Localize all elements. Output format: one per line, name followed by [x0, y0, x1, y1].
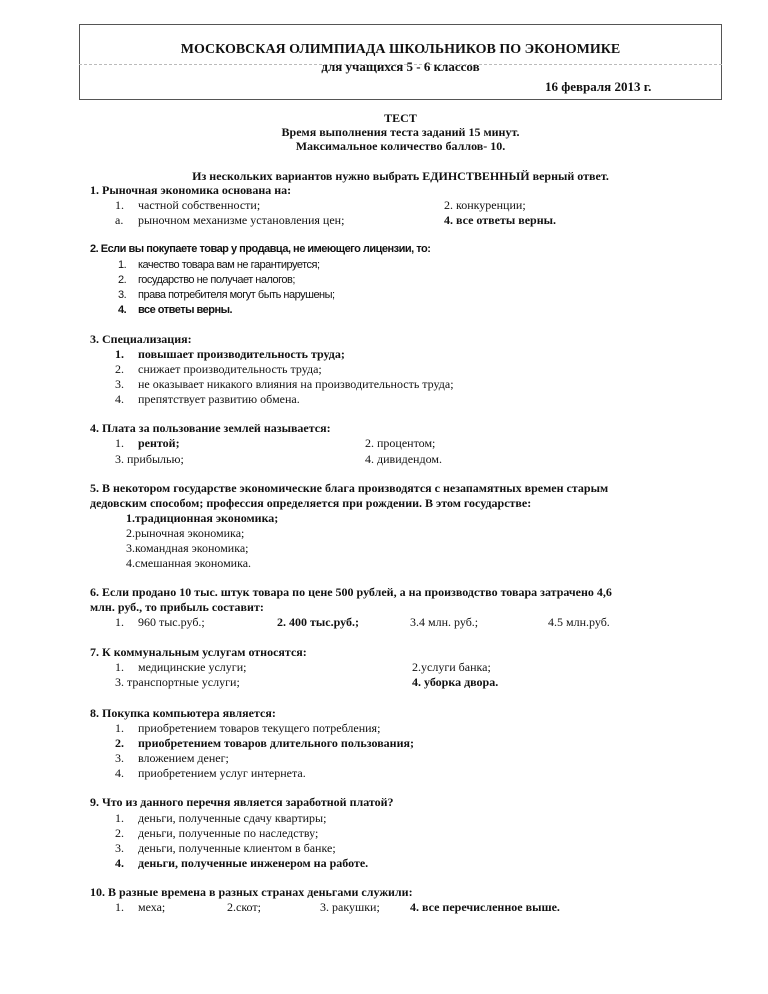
q9-a4-number: 4. — [115, 856, 124, 870]
q10-a2: 2.скот; — [227, 900, 261, 914]
q4-a3: 3. прибылью; — [115, 452, 184, 466]
header-frame-top — [79, 24, 721, 25]
q6-a3: 3.4 млн. руб.; — [410, 615, 479, 629]
q6-a4: 4.5 млн.руб. — [548, 615, 610, 629]
q3-a4: препятствует развитию обмена. — [138, 392, 300, 406]
q6-a1-number: 1. — [115, 615, 124, 629]
q9-a3: деньги, полученные клиентом в банке; — [138, 841, 336, 855]
q2-a2-number: 2. — [118, 274, 127, 286]
q9-a3-number: 3. — [115, 841, 124, 855]
q7-a2: 2.услуги банка; — [412, 660, 491, 674]
time-limit: Время выполнения теста заданий 15 минут. — [281, 125, 520, 139]
q3-a1-number: 1. — [115, 347, 124, 361]
q6-a2: 2. 400 тыс.руб.; — [277, 615, 359, 629]
q8-a4: приобретением услуг интернета. — [138, 766, 306, 780]
q8-a1-number: 1. — [115, 721, 124, 735]
instruction: Из нескольких вариантов нужно выбрать ЕДИНСТВЕННЫЙ верный ответ. — [192, 169, 609, 183]
q8-a2-number: 2. — [115, 736, 124, 750]
q8-a2: приобретением товаров длительного пользования; — [138, 736, 414, 750]
q1-question: 1. Рыночная экономика основана на: — [90, 183, 292, 197]
document-date: 16 февраля 2013 г. — [545, 79, 652, 94]
q7-a4: 4. уборка двора. — [412, 675, 499, 689]
max-points: Максимальное количество баллов- 10. — [295, 139, 506, 153]
q5-question-line1: 5. В некотором государстве экономические блага производятся с незапамятных времен старым — [90, 481, 609, 495]
q9-question: 9. Что из данного перечня является заработной платой? — [90, 795, 394, 809]
q5-a4: 4.смешанная экономика. — [126, 556, 252, 570]
q10-a4: 4. все перечисленное выше. — [410, 900, 560, 914]
q8-a3: вложением денег; — [138, 751, 229, 765]
q10-a1-number: 1. — [115, 900, 124, 914]
q1-a2: рыночном механизме установления цен; — [138, 213, 345, 227]
q4-a1-number: 1. — [115, 436, 124, 450]
q4-a1: рентой; — [138, 436, 180, 450]
q2-a1-number: 1. — [118, 259, 127, 271]
q3-a2: снижает производительность труда; — [138, 362, 322, 376]
q3-a3: не оказывает никакого влияния на производительность труда; — [138, 377, 454, 391]
q4-a4: 4. дивидендом. — [365, 452, 442, 466]
q5-question-line2: дедовским способом; профессия определяется при рождении. В этом государстве: — [90, 496, 532, 510]
q2-question: 2. Если вы покупаете товар у продавца, не имеющего лицензии, то: — [90, 243, 431, 255]
header-frame-bottom — [79, 99, 722, 100]
q10-a1: меха; — [138, 900, 166, 914]
q8-question: 8. Покупка компьютера является: — [90, 706, 276, 720]
q9-a2: деньги, полученные по наследству; — [138, 826, 319, 840]
q2-a4: все ответы верны. — [138, 304, 233, 316]
q10-question: 10. В разные времена в разных странах деньгами служили: — [90, 885, 413, 899]
q2-a2: государство не получает налогов; — [138, 274, 295, 286]
q5-a2: 2.рыночная экономика; — [126, 526, 245, 540]
q8-a1: приобретением товаров текущего потребления; — [138, 721, 381, 735]
q4-question: 4. Плата за пользование землей называется: — [90, 421, 331, 435]
q6-question-line1: 6. Если продано 10 тыс. штук товара по цене 500 рублей, а на производство товара затрачено 4,6 — [90, 585, 612, 599]
q10-a3: 3. ракушки; — [320, 900, 380, 914]
q4-a2: 2. процентом; — [365, 436, 436, 450]
q9-a2-number: 2. — [115, 826, 124, 840]
q8-a3-number: 3. — [115, 751, 124, 765]
q2-a4-number: 4. — [118, 304, 127, 316]
document-title: МОСКОВСКАЯ ОЛИМПИАДА ШКОЛЬНИКОВ ПО ЭКОНОМИКЕ — [180, 42, 621, 57]
q6-a1: 960 тыс.руб.; — [138, 615, 205, 629]
q7-question: 7. К коммунальным услугам относятся: — [90, 645, 307, 659]
test-heading: ТЕСТ — [384, 111, 417, 125]
q3-a2-number: 2. — [115, 362, 124, 376]
q2-a1: качество товара вам не гарантируется; — [138, 259, 320, 271]
q9-a4: деньги, полученные инженером на работе. — [138, 856, 369, 870]
q9-a1-number: 1. — [115, 811, 124, 825]
q1-a3: 2. конкуренции; — [444, 198, 526, 212]
q7-a1: медицинские услуги; — [138, 660, 247, 674]
q2-a3: права потребителя могут быть нарушены; — [138, 289, 335, 301]
q7-a1-number: 1. — [115, 660, 124, 674]
q1-a2-number: а. — [115, 213, 124, 227]
q6-question-line2: млн. руб., то прибыль составит: — [90, 600, 264, 614]
q2-a3-number: 3. — [118, 289, 127, 301]
q3-a1: повышает производительность труда; — [138, 347, 345, 361]
q3-a3-number: 3. — [115, 377, 124, 391]
q5-a3: 3.командная экономика; — [126, 541, 249, 555]
q1-a1-number: 1. — [115, 198, 124, 212]
q8-a4-number: 4. — [115, 766, 124, 780]
q3-a4-number: 4. — [115, 392, 124, 406]
q5-a1: 1.традиционная экономика; — [126, 511, 279, 525]
document-subtitle: для учащихся 5 - 6 классов — [321, 59, 480, 74]
q3-question: 3. Специализация: — [90, 332, 192, 346]
q1-a1: частной собственности; — [138, 198, 261, 212]
q7-a3: 3. транспортные услуги; — [115, 675, 240, 689]
q9-a1: деньги, полученные сдачу квартиры; — [138, 811, 327, 825]
q1-a4: 4. все ответы верны. — [444, 213, 556, 227]
